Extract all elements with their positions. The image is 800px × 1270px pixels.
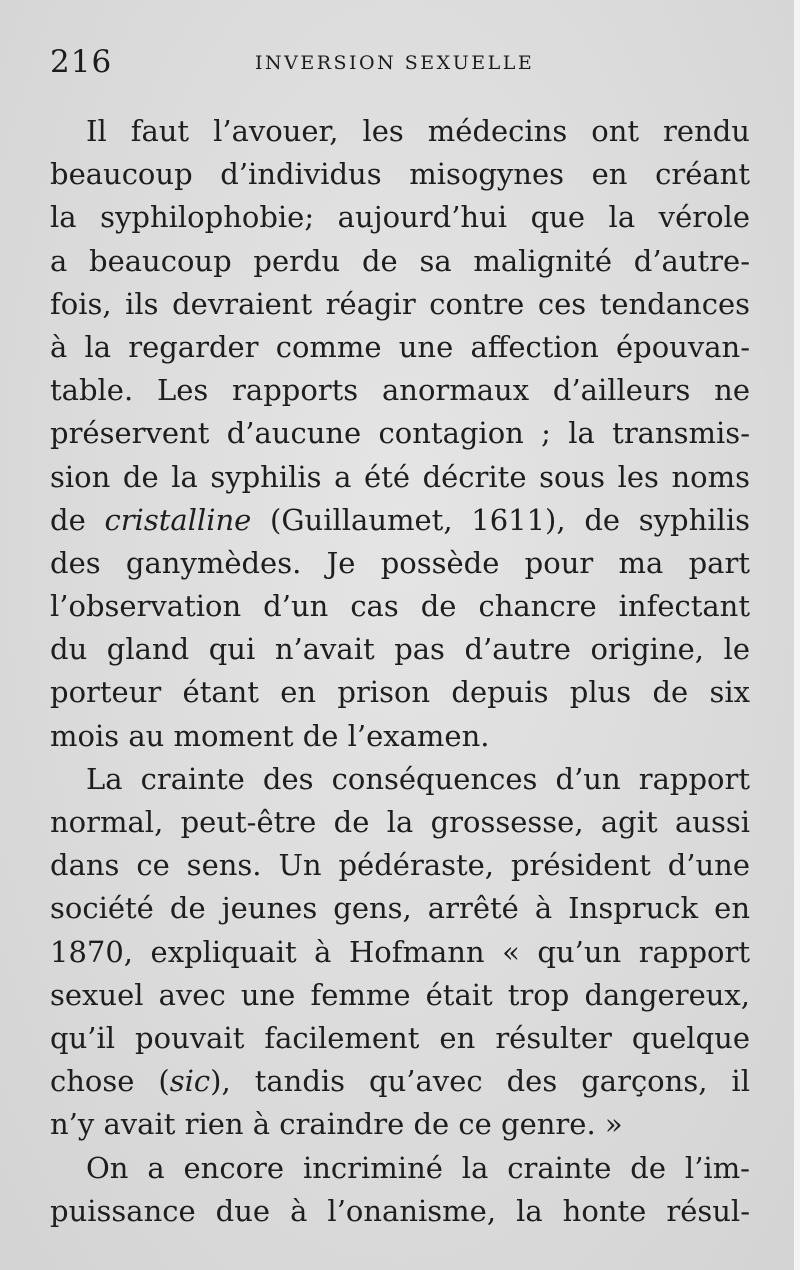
text-line: normal, peut-être de la grossesse, agit aussi (50, 805, 750, 839)
text-line: la syphilophobie; aujourd’hui que la vérole (50, 200, 750, 235)
page-number: 216 (50, 44, 113, 80)
text-line: du gland qui n’avait pas d’autre origine, le (50, 632, 750, 667)
text-line: de cristalline (Guillaumet, 1611), de syphilis (50, 502, 750, 537)
text-line: n’y avait rien à craindre de ce genre. » (50, 1107, 623, 1142)
text-line: des ganymèdes. Je possède pour ma part (50, 545, 750, 580)
text-line: mois au moment de l’examen. (50, 718, 490, 753)
text-line: qu’il pouvait facilement en résulter quelque (50, 1020, 750, 1055)
text-line: l’observation d’un cas de chancre infectant (50, 589, 750, 624)
text-line: 1870, expliquait à Hofmann « qu’un rapport (50, 934, 750, 969)
page-edge (794, 0, 800, 1270)
body-text (50, 110, 750, 1233)
text-line: chose (sic), tandis qu’avec des garçons, il (50, 1064, 750, 1099)
text-line: sion de la syphilis a été décrite sous les noms (50, 459, 750, 494)
text-line: à la regarder comme une affection épouvan- (50, 329, 750, 364)
page-header (50, 40, 750, 90)
text-line: table. Les rapports anormaux d’ailleurs ne (50, 373, 750, 408)
text-line: On a encore incriminé la crainte de l’im- (86, 1150, 750, 1185)
text-line: puissance due à l’onanisme, la honte résul- (50, 1193, 750, 1228)
text-line: sexuel avec une femme était trop dangereux, (50, 977, 750, 1012)
text-line: La crainte des conséquences d’un rapport (86, 761, 750, 796)
text-line: porteur étant en prison depuis plus de six (50, 675, 750, 710)
text-line: beaucoup d’individus misogynes en créant (50, 157, 750, 192)
text-line: a beaucoup perdu de sa malignité d’autre- (50, 243, 750, 278)
text-line: société de jeunes gens, arrêté à Inspruck en (50, 891, 750, 926)
text-line: fois, ils devraient réagir contre ces tendances (50, 286, 750, 321)
italic-term: sic (169, 1064, 211, 1099)
text-line: préservent d’aucune contagion ; la transmis- (50, 416, 750, 451)
text-line: dans ce sens. Un pédéraste, président d’une (50, 848, 750, 883)
running-head: INVERSION SEXUELLE (255, 52, 535, 74)
text-line: Il faut l’avouer, les médecins ont rendu (86, 114, 750, 148)
italic-term: cristalline (104, 502, 252, 537)
